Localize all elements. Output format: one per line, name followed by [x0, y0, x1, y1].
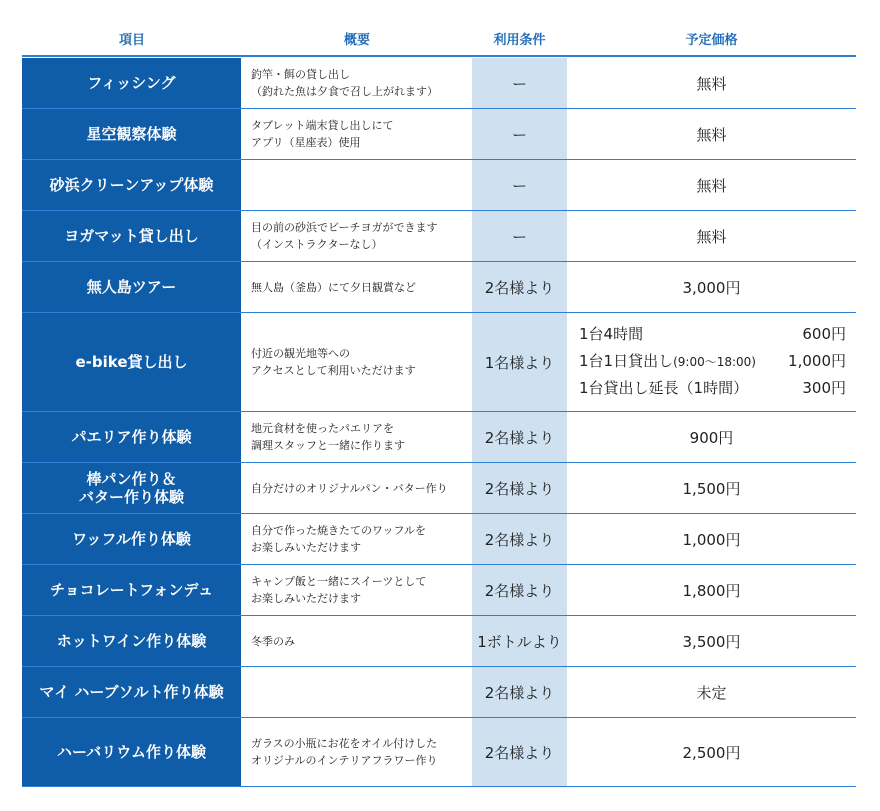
item-name: 無人島ツアー	[22, 262, 241, 312]
header-condition: 利用条件	[493, 33, 546, 48]
item-name: マイ ハーブソルト作り体験	[22, 667, 241, 717]
item-condition: ー	[472, 211, 567, 261]
item-summary: 無人島（釜島）にて夕日観賞など	[251, 280, 416, 294]
item-condition: ー	[472, 58, 567, 108]
item-name: 砂浜クリーンアップ体験	[22, 160, 241, 210]
ebike-price-value: 600円	[802, 325, 846, 343]
header-summary: 概要	[343, 33, 370, 48]
item-summary: 自分だけのオリジナルパン・バター作り	[251, 481, 448, 495]
item-price: 無料	[696, 74, 727, 93]
ebike-price-label-text: 1台貸出し延長（1時間）	[579, 379, 749, 397]
item-price: 2,500円	[682, 743, 741, 762]
table-row	[22, 667, 856, 718]
ebike-price-note: (9:00〜18:00)	[673, 355, 756, 369]
table-row	[22, 58, 856, 109]
table-row	[22, 514, 856, 565]
ebike-price-value: 300円	[802, 379, 846, 397]
ebike-price-value: 1,000円	[788, 352, 846, 370]
item-price: 3,500円	[682, 632, 741, 651]
item-condition: ー	[472, 160, 567, 210]
table-row	[22, 262, 856, 313]
table-row	[22, 313, 856, 412]
price-table	[22, 22, 856, 767]
ebike-price-line	[567, 323, 856, 350]
ebike-price-label	[579, 377, 748, 398]
item-price: 1,500円	[682, 479, 741, 498]
table-row	[22, 718, 856, 787]
item-name: ヨガマット貸し出し	[22, 211, 241, 261]
item-summary: 目の前の砂浜でビーチヨガができます （インストラクターなし）	[251, 221, 438, 251]
item-condition: 2名様より	[472, 463, 567, 513]
table-row	[22, 109, 856, 160]
ebike-price-label	[579, 323, 643, 344]
table-header	[22, 22, 856, 57]
ebike-price-line	[567, 350, 856, 377]
table-row	[22, 160, 856, 211]
item-summary: 付近の観光地等への アクセスとして利用いただけます	[251, 347, 416, 377]
header-item: 項目	[118, 33, 145, 48]
item-condition: ー	[472, 109, 567, 159]
item-name: 星空観察体験	[22, 109, 241, 159]
item-price: 無料	[696, 125, 727, 144]
item-price: 900円	[689, 428, 734, 447]
table-row	[22, 412, 856, 463]
item-price: 1,800円	[682, 581, 741, 600]
item-condition: 2名様より	[472, 718, 567, 786]
item-condition: 2名様より	[472, 412, 567, 462]
table-row	[22, 565, 856, 616]
item-price: 無料	[696, 227, 727, 246]
item-price: 無料	[696, 176, 727, 195]
item-name: 棒パン作り＆ バター作り体験	[22, 463, 241, 513]
item-name: フィッシング	[22, 58, 241, 108]
item-summary	[241, 160, 472, 210]
item-summary: 冬季のみ	[251, 634, 295, 648]
item-name: ワッフル作り体験	[22, 514, 241, 564]
item-name: パエリア作り体験	[22, 412, 241, 462]
item-summary: キャンプ飯と一緒にスイーツとして お楽しみいただけます	[251, 575, 427, 605]
item-condition: 2名様より	[472, 565, 567, 615]
ebike-price-label	[579, 350, 756, 371]
ebike-price-label-text: 1台4時間	[579, 325, 644, 343]
item-name: e-bike貸し出し	[22, 313, 241, 411]
ebike-price-label-text: 1台1日貸出し	[579, 352, 674, 370]
item-price: 3,000円	[682, 278, 741, 297]
ebike-price-line	[567, 377, 856, 404]
item-price: 未定	[696, 683, 727, 702]
item-summary: 地元食材を使ったパエリアを 調理スタッフと一緒に作ります	[251, 422, 405, 452]
item-name: ホットワイン作り体験	[22, 616, 241, 666]
item-summary: タブレット端末貸し出しにて アプリ（星座表）使用	[251, 119, 394, 149]
item-summary: 自分で作った焼きたてのワッフルを お楽しみいただけます	[251, 524, 427, 554]
table-row	[22, 211, 856, 262]
item-price: 1,000円	[682, 530, 741, 549]
item-condition: 1ボトルより	[472, 616, 567, 666]
table-row	[22, 463, 856, 514]
header-price: 予定価格	[685, 33, 738, 48]
item-summary: 釣竿・餌の貸し出し （釣れた魚は夕食で召し上がれます）	[251, 68, 438, 98]
table-row	[22, 616, 856, 667]
item-price	[567, 313, 856, 411]
item-condition: 2名様より	[472, 262, 567, 312]
item-name: チョコレートフォンデュ	[22, 565, 241, 615]
item-condition: 2名様より	[472, 514, 567, 564]
item-summary	[241, 667, 472, 717]
item-summary: ガラスの小瓶にお花をオイル付けした オリジナルのインテリアフラワー作り	[251, 737, 438, 767]
item-condition: 1名様より	[472, 313, 567, 411]
item-name: ハーバリウム作り体験	[22, 718, 241, 786]
item-condition: 2名様より	[472, 667, 567, 717]
